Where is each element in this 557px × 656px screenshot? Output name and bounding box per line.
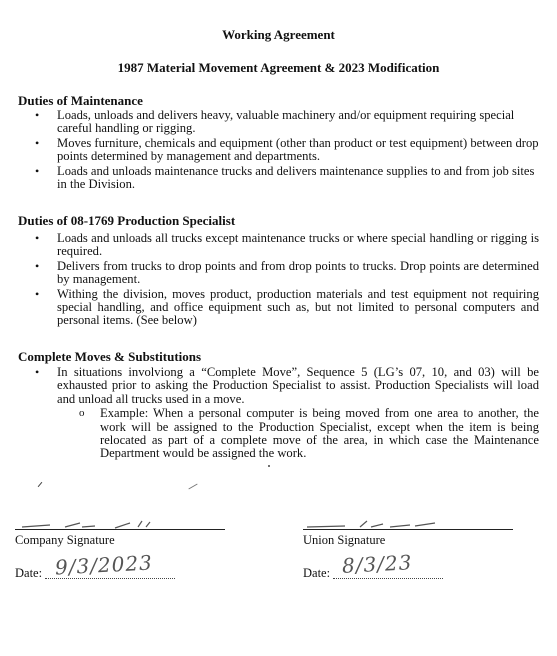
bullet-icon: • (35, 365, 40, 379)
list-item: • Loads, unloads and delivers heavy, valuable machinery and/or equipment requiring special careful handling or rigging. (35, 108, 515, 136)
section-heading-complete-moves: Complete Moves & Substitutions (18, 349, 202, 364)
company-signature-scribble (20, 516, 180, 528)
union-date-label: Date: (303, 566, 331, 580)
union-date-line (333, 578, 443, 579)
list-item: • Loads and unloads all trucks except maintenance trucks or where special handling or rigging is required. (35, 231, 539, 259)
bullet-icon: • (35, 258, 40, 273)
company-signature-line (15, 529, 225, 530)
list-item: • In situations involviong a “Complete Move”, Sequence 5 (LG’s 07, 10, and 03) will be exhausted prior to asking the Production Specialist to assist. Production Specialists will load and unload all trucks used in a move. (35, 365, 539, 406)
sub-bullet-icon: o (79, 407, 85, 420)
bullet-icon: • (35, 163, 40, 178)
complete-moves-list (0, 366, 557, 462)
section-heading-production-specialist: Duties of 08-1769 Production Specialist (18, 213, 236, 228)
sub-list-item: o Example: When a personal computer is being moved from one area to another, the work will be assigned to the Production Specialist, except when the item is being relocated as part of a complete move of the area, in which case the Maintenance Department would be assigned the work. (79, 406, 539, 461)
bullet-icon: • (35, 135, 40, 150)
bullet-icon: • (35, 231, 40, 245)
company-date-handwritten: 9/3/2023 (54, 550, 154, 580)
stray-mark (188, 484, 197, 490)
union-signature-label: Union Signature (303, 533, 386, 547)
union-signature-line (303, 529, 513, 530)
union-date-handwritten: 8/3/23 (341, 550, 413, 578)
document-title: Working Agreement (222, 27, 335, 42)
list-item: • Delivers from trucks to drop points and from drop points to trucks. Drop points are determined by management. (35, 258, 539, 287)
company-date-label: Date: (15, 566, 43, 580)
list-item: • Moves furniture, chemicals and equipment (other than product or test equipment) between drop points determined by management and departments. (35, 135, 539, 164)
production-specialist-duties-list (0, 232, 557, 329)
stray-mark (38, 482, 43, 487)
company-date-line (45, 578, 175, 579)
list-item: • Loads and unloads maintenance trucks and delivers maintenance supplies to and from job sites in the Division. (35, 163, 535, 192)
list-item: • Withing the division, moves product, production materials and test equipment not requiring special handling, and office equipment such as, but not limited to personal computers and personal items. (See below) (35, 286, 539, 328)
stray-mark (268, 465, 270, 467)
bullet-icon: • (35, 108, 40, 122)
maintenance-duties-list (0, 109, 557, 192)
section-heading-maintenance: Duties of Maintenance (18, 93, 143, 108)
company-signature-label: Company Signature (15, 533, 115, 547)
bullet-icon: • (35, 286, 40, 301)
union-signature-scribble (305, 516, 465, 528)
document-subtitle: 1987 Material Movement Agreement & 2023 Modification (117, 60, 440, 75)
